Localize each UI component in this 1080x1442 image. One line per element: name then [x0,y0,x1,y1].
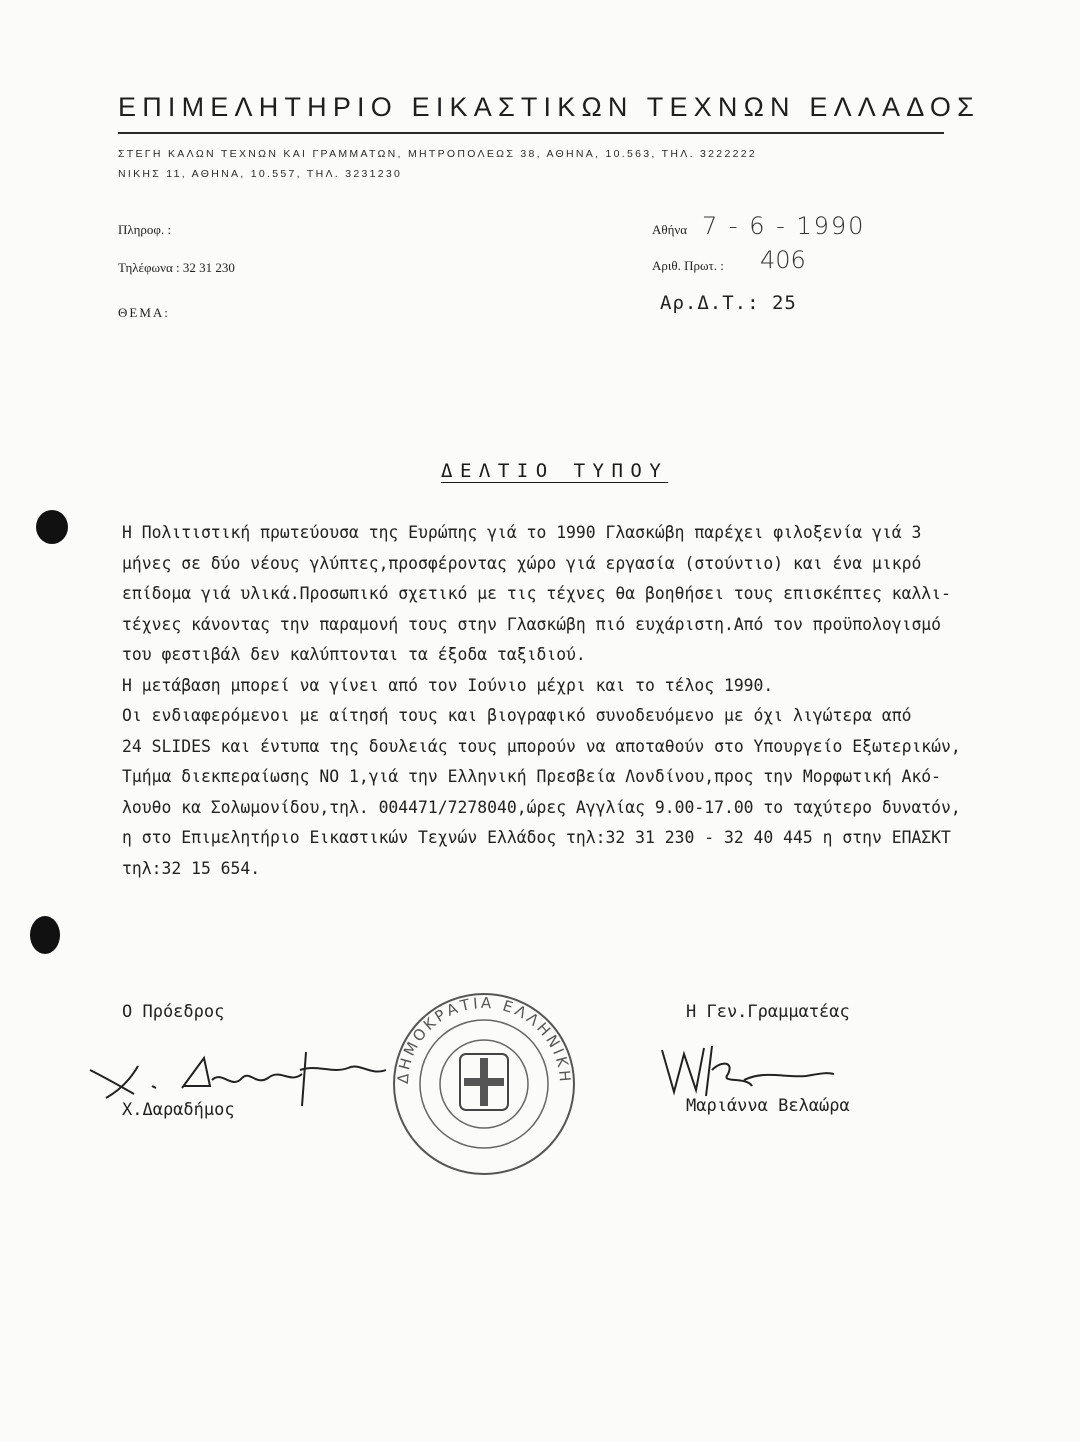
subject-label: ΘΕΜΑ: [118,305,170,320]
official-seal [388,988,580,1180]
protocol-value: 406 [760,246,806,274]
phone-label: Τηλέφωνα : [118,260,180,275]
seal-ring-text: ΔΗΜΟΚΡΑΤΙΑ ΕΛΛΗΝΙΚΗ [393,993,575,1086]
body-line: Οι ενδιαφερόμενοι με αίτησή τους και βιογραφικό συνοδευόμενο με όχι λιγώτερα από [122,706,912,725]
phone-row [118,260,235,276]
body-line: του φεστιβάλ δεν καλύπτονται τα έξοδα ταξιδιού. [122,645,586,664]
president-name: Χ.Δαραδήμος [122,1100,235,1120]
secretary-title: Η Γεν.Γραμματέας [686,1002,850,1022]
secretary-name: Μαριάννα Βελαώρα [686,1096,850,1116]
body-line: λουθο κα Σολωμονίδου,τηλ. 004471/7278040,ώρες Αγγλίας 9.00-17.00 το ταχύτερο δυνατόν, [122,797,961,817]
body-line: επίδομα γιά υλικά.Προσωπικό σχετικό με τις τέχνες θα βοηθήσει τους επισκέπτες καλλι- [122,584,951,603]
header-rule [118,132,944,134]
punch-hole-top [36,510,68,544]
info-label: Πληροφ. : [118,222,171,237]
secretary-signature [656,1040,856,1100]
body-line: τέχνες κάνοντας την παραμονή τους στην Γλασκώβη πιό ευχάριστη.Από τον προϋπολογισμό [122,614,942,634]
institution-title: ΕΠΙΜΕΛΗΤΗΡΙΟ ΕΙΚΑΣΤΙΚΩΝ ΤΕΧΝΩΝ ΕΛΛΑΔΟΣ [118,92,981,122]
body-line: 24 SLIDES και έντυπα της δουλειάς τους μπορούν να αποταθούν στο Υπουργείο Εξωτερικών, [122,736,961,756]
president-title: Ο Πρόεδρος [122,1002,225,1022]
punch-hole-bottom [30,916,60,954]
press-release-body [122,518,1042,884]
date-value: 7 - 6 - 1990 [702,212,866,240]
protocol-label: Αριθ. Πρωτ. : [652,258,724,273]
address-line-2: ΝΙΚΗΣ 11, ΑΘΗΝΑ, 10.557, ΤΗΛ. 3231230 [118,168,403,180]
body-line: η στο Επιμελητήριο Εικαστικών Τεχνών Ελλάδος τηλ:32 31 230 - 32 40 445 η στην ΕΠΑΣΚΤ [122,828,951,847]
body-line: μήνες σε δύο νέους γλύπτες,προσφέροντας χώρο γιά εργασία (στούντιο) και ένα μικρό [122,553,922,573]
date-label: Αθήνα [652,222,688,237]
phone-value: 32 31 230 [182,260,235,275]
body-line: Τμήμα διεκπεραίωσης ΝΟ 1,γιά την Ελληνική Πρεσβεία Λονδίνου,προς την Μορφωτική Ακό- [122,767,942,786]
press-release-title: ΔΕΛΤΙΟ ΤΥΠΟΥ [441,460,669,482]
address-line-1: ΣΤΕΓΗ ΚΑΛΩΝ ΤΕΧΝΩΝ ΚΑΙ ΓΡΑΜΜΑΤΩΝ, ΜΗΤΡΟΠΟΛΕΩΣ 38, ΑΘΗΝΑ, 10.563, ΤΗΛ. 3222222 [118,148,758,160]
dt-number: Αρ.Δ.Τ.: 25 [660,292,797,314]
body-line: Η Πολιτιστική πρωτεύουσα της Ευρώπης γιά το 1990 Γλασκώβη παρέχει φιλοξενία γιά 3 [122,523,922,542]
body-line: τηλ:32 15 654. [122,858,261,878]
body-line: Η μετάβαση μπορεί να γίνει από τον Ιούνιο μέχρι και το τέλος 1990. [122,675,774,695]
